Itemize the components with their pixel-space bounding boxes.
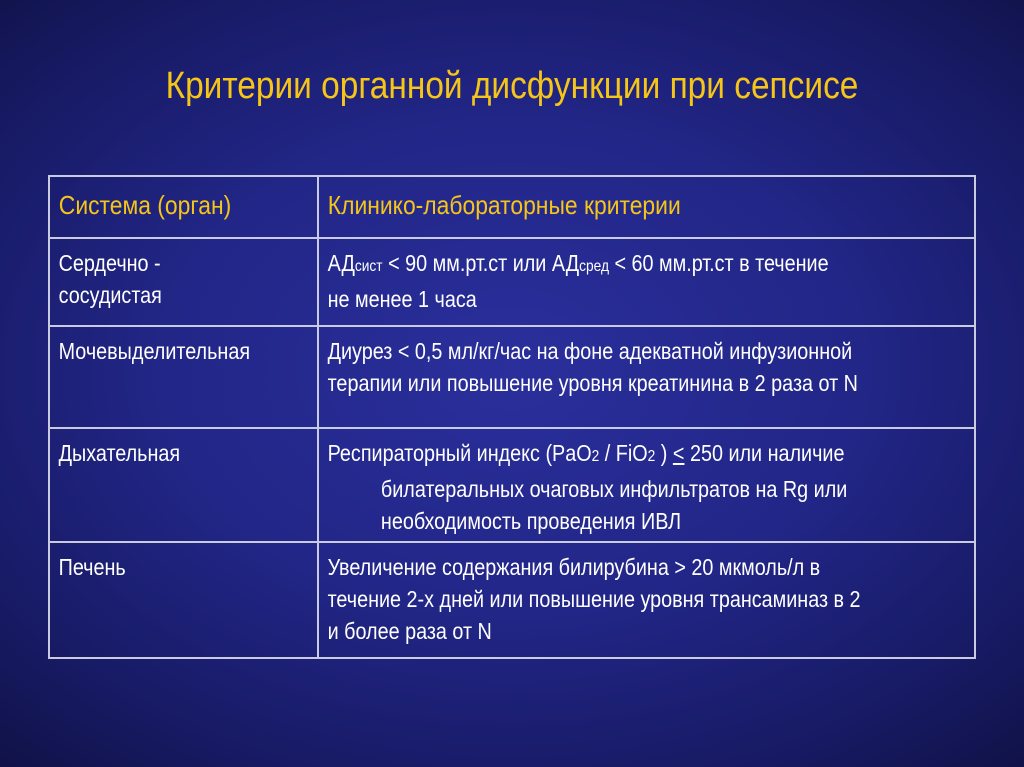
criteria-line: терапии или повышение уровня креатинина в 2 раза от N	[327, 370, 858, 396]
system-cell	[49, 428, 318, 542]
header-cell-criteria	[318, 176, 975, 238]
subscript: сред	[579, 258, 610, 275]
criteria-line: билатеральных очаговых инфильтратов на Rg или	[380, 476, 848, 502]
criteria-cell	[318, 428, 975, 542]
system-label: Дыхательная	[58, 440, 181, 466]
table-header-row	[49, 176, 975, 238]
criteria-line: и более раза от N	[327, 618, 492, 644]
criteria-line: не менее 1 часа	[327, 286, 477, 312]
slide-title: Критерии органной дисфункции при сепсисе	[165, 65, 859, 107]
criteria-line: необходимость проведения ИВЛ	[380, 508, 682, 534]
table-row	[49, 428, 975, 542]
criteria-cell	[318, 238, 975, 326]
table-row	[49, 542, 975, 658]
subscript: 2	[591, 448, 600, 465]
header-label-system: Система (орган)	[58, 190, 232, 220]
criteria-cell	[318, 542, 975, 658]
system-label: Сердечно -	[58, 250, 161, 276]
header-cell-system	[49, 176, 318, 238]
criteria-line: Диурез < 0,5 мл/кг/час на фоне адекватной инфузионной	[327, 338, 853, 364]
header-label-criteria: Клинико-лабораторные критерии	[327, 190, 681, 220]
subscript: сист	[354, 258, 383, 275]
criteria-line: течение 2-х дней или повышение уровня трансаминаз в 2	[327, 586, 861, 612]
subscript: 2	[647, 448, 656, 465]
system-label: сосудистая	[58, 282, 162, 308]
criteria-line: Респираторный индекс (PaO2 / FiO2 ) < 250 или наличие	[327, 440, 845, 466]
table-row	[49, 238, 975, 326]
system-label: Печень	[58, 554, 126, 580]
criteria-line: АДсист < 90 мм.рт.ст или АДсред < 60 мм.рт.ст в течение	[327, 250, 829, 276]
system-label: Мочевыделительная	[58, 338, 251, 364]
criteria-line: Увеличение содержания билирубина > 20 мкмоль/л в	[327, 554, 821, 580]
system-cell	[49, 238, 318, 326]
criteria-table	[48, 175, 976, 659]
system-cell	[49, 326, 318, 428]
criteria-cell	[318, 326, 975, 428]
system-cell	[49, 542, 318, 658]
less-or-equal-sign: <	[672, 440, 685, 466]
table-row	[49, 326, 975, 428]
